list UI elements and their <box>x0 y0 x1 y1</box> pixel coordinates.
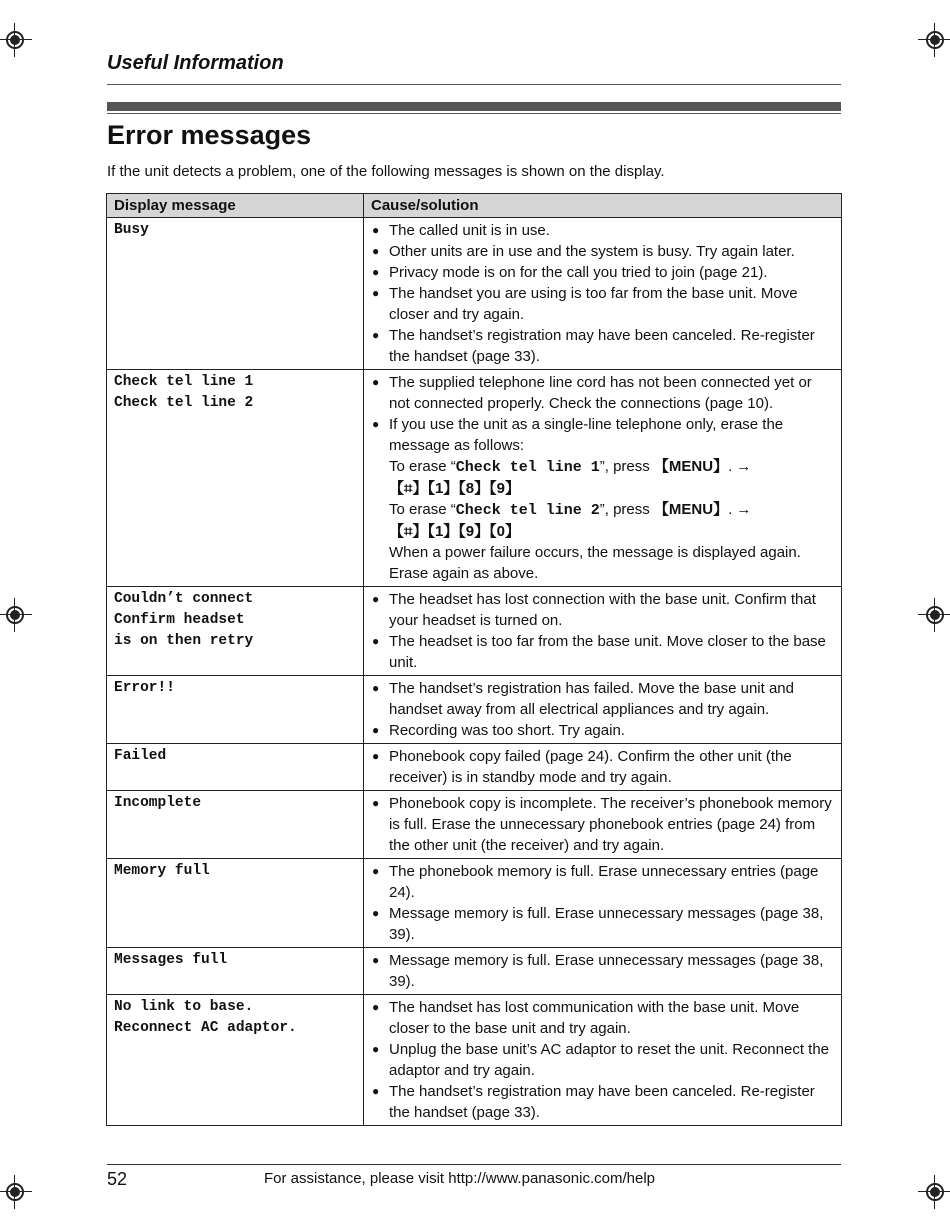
list-item: ● The handset has lost communication with the base unit. Move closer to the base unit and try again. <box>372 997 833 1039</box>
text: To erase “ <box>389 501 456 518</box>
menu-key: 【MENU】 <box>653 458 729 475</box>
table-header-row <box>107 194 842 218</box>
table-row <box>107 791 842 859</box>
list-item: ● The supplied telephone line cord has not been connected yet or not connected properly. Check the connections (page 10). <box>372 372 833 414</box>
menu-key: 【MENU】 <box>653 501 729 518</box>
display-message-cell <box>107 791 364 859</box>
list-item: ● Unplug the base unit’s AC adaptor to reset the unit. Reconnect the adaptor and try again. <box>372 1039 833 1081</box>
table-row <box>107 744 842 791</box>
section-header: Useful Information <box>107 52 284 74</box>
display-message-cell <box>107 995 364 1126</box>
text: ”, press <box>599 501 654 518</box>
display-message-cell <box>107 948 364 995</box>
cause-solution-cell <box>364 744 842 791</box>
display-message-cell <box>107 218 364 370</box>
display-message: No link to base. <box>114 999 254 1015</box>
arrow-icon: . → <box>728 501 752 518</box>
list-item: ● The handset you are using is too far from the base unit. Move closer and try again. <box>372 283 833 325</box>
power-failure-note: When a power failure occurs, the message is displayed again. Erase again as above. <box>389 544 801 582</box>
registration-mark-icon <box>920 25 950 65</box>
error-messages-table <box>106 193 842 1126</box>
display-message-cell <box>107 370 364 587</box>
key-sequence: 【⌗】【1】【9】【0】 <box>389 523 520 540</box>
table-row <box>107 859 842 948</box>
table-row <box>107 587 842 676</box>
list-item: ● Privacy mode is on for the call you tried to join (page 21). <box>372 262 833 283</box>
registration-mark-icon <box>920 1177 950 1217</box>
intro-text: If the unit detects a problem, one of the following messages is shown on the display. <box>107 163 665 180</box>
registration-mark-icon <box>0 1177 40 1217</box>
column-header-cause-solution: Cause/solution <box>364 194 842 218</box>
table-row <box>107 995 842 1126</box>
display-message: Incomplete <box>114 795 202 811</box>
display-message: Error!! <box>114 680 175 696</box>
display-message: Check tel line 1 <box>114 374 254 390</box>
title-bar-underline <box>107 113 841 114</box>
list-item: ● Recording was too short. Try again. <box>372 720 833 741</box>
text: To erase “ <box>389 458 456 475</box>
header-divider <box>107 84 841 85</box>
display-message: Couldn’t connect <box>114 591 254 607</box>
display-message: Busy <box>114 222 149 238</box>
page-number: 52 <box>107 1169 128 1189</box>
cause-solution-cell <box>364 370 842 587</box>
page-title: Error messages <box>107 120 312 150</box>
footer-help-text: For assistance, please visit http://www.panasonic.com/help <box>264 1170 656 1187</box>
table-row <box>107 370 842 587</box>
display-message: Memory full <box>114 863 210 879</box>
footer-divider <box>107 1164 841 1165</box>
list-item: ● The headset is too far from the base unit. Move closer to the base unit. <box>372 631 833 673</box>
display-message: Confirm headset <box>114 612 245 628</box>
cause-solution-cell <box>364 676 842 744</box>
cause-solution-cell <box>364 948 842 995</box>
list-item: ● Other units are in use and the system is busy. Try again later. <box>372 241 833 262</box>
display-message: is on then retry <box>114 633 254 649</box>
cause-solution-cell <box>364 791 842 859</box>
display-message-ref: Check tel line 2 <box>455 502 600 519</box>
list-item: ● The phonebook memory is full. Erase unnecessary entries (page 24). <box>372 861 833 903</box>
text: ”, press <box>599 458 654 475</box>
list-item: ● Phonebook copy failed (page 24). Confirm the other unit (the receiver) is in standby mode and try again. <box>372 746 833 788</box>
registration-mark-icon <box>920 600 950 640</box>
table-row <box>107 676 842 744</box>
erase-instruction-line-2 <box>372 499 833 542</box>
display-message: Failed <box>114 748 167 764</box>
registration-mark-icon <box>0 600 40 640</box>
list-item: ● If you use the unit as a single-line telephone only, erase the message as follows: <box>372 414 833 456</box>
erase-instruction-line-1 <box>372 456 833 499</box>
cause-solution-cell <box>364 859 842 948</box>
display-message-ref: Check tel line 1 <box>455 459 600 476</box>
arrow-icon: . → <box>728 458 752 475</box>
cause-solution-cell <box>364 218 842 370</box>
list-item: ● The handset’s registration may have been canceled. Re-register the handset (page 33). <box>372 1081 833 1123</box>
registration-mark-icon <box>0 25 40 65</box>
display-message-cell <box>107 744 364 791</box>
list-item: ● The handset’s registration has failed. Move the base unit and handset away from all electrical appliances and try again. <box>372 678 833 720</box>
display-message-cell <box>107 859 364 948</box>
display-message-cell <box>107 676 364 744</box>
title-bar <box>107 102 841 111</box>
key-sequence: 【⌗】【1】【8】【9】 <box>389 480 520 497</box>
list-item: ● The headset has lost connection with the base unit. Confirm that your headset is turned on. <box>372 589 833 631</box>
display-message-cell <box>107 587 364 676</box>
cause-solution-cell <box>364 995 842 1126</box>
cause-solution-cell <box>364 587 842 676</box>
table-row <box>107 948 842 995</box>
list-item: ● Message memory is full. Erase unnecessary messages (page 38, 39). <box>372 903 833 945</box>
list-item: ● The handset’s registration may have been canceled. Re-register the handset (page 33). <box>372 325 833 367</box>
list-item: ● Phonebook copy is incomplete. The receiver’s phonebook memory is full. Erase the unnecessary phonebook entries (page 24) from the other unit (the receiver) and try again. <box>372 793 833 856</box>
display-message: Check tel line 2 <box>114 395 254 411</box>
display-message: Messages full <box>114 952 228 968</box>
list-item: ● The called unit is in use. <box>372 220 833 241</box>
list-item: ● Message memory is full. Erase unnecessary messages (page 38, 39). <box>372 950 833 992</box>
table-row <box>107 218 842 370</box>
display-message: Reconnect AC adaptor. <box>114 1020 297 1036</box>
column-header-display-message: Display message <box>107 194 364 218</box>
